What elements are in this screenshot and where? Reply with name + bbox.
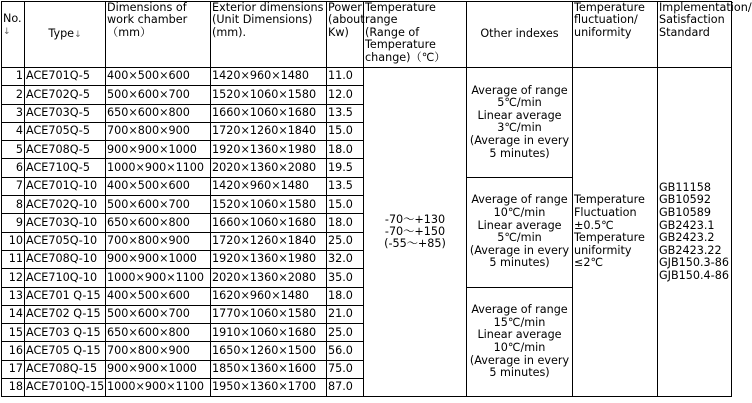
- row-dimensions: 650×600×800: [106, 214, 211, 232]
- row-type: ACE708Q-5: [25, 141, 106, 159]
- text-line: (Average in every: [469, 353, 570, 367]
- row-type: ACE701 Q-15: [25, 287, 106, 305]
- row-exterior: 2020×1360×2080: [211, 269, 327, 287]
- row-exterior: 1520×1060×1580: [211, 86, 327, 104]
- text-line: 10℃/min: [493, 340, 546, 354]
- text-line: (-55～+85): [384, 237, 446, 251]
- text-line: Linear average: [477, 108, 562, 122]
- row-power: 75.0: [327, 360, 364, 378]
- temperature-range-cell: [364, 68, 467, 397]
- row-exterior: 1950×1360×1700: [211, 379, 327, 397]
- row-type: ACE705Q-5: [25, 122, 106, 140]
- header-no: No. ↓: [2, 2, 25, 68]
- text-line: Temperature: [574, 231, 645, 245]
- header-standard: Implementation/ Satisfaction Standard: [658, 2, 732, 68]
- row-power: 32.0: [327, 250, 364, 268]
- text-line: Temperature: [574, 193, 645, 207]
- header-dimensions: Dimensions of work chamber （mm）: [106, 2, 211, 68]
- row-exterior: 1770×1060×1580: [211, 305, 327, 323]
- row-no: 14: [2, 305, 25, 323]
- text-line: Average of range: [471, 303, 568, 317]
- text-line: Linear average: [477, 218, 562, 232]
- row-exterior: 1650×1260×1500: [211, 342, 327, 360]
- other-indexes-cell: [467, 177, 573, 287]
- text-line: -70～+150: [384, 224, 446, 238]
- row-exterior: 1720×1260×1840: [211, 122, 327, 140]
- text-line: Average of range: [471, 193, 568, 207]
- table-row: [2, 68, 732, 86]
- row-dimensions: 900×900×1000: [106, 250, 211, 268]
- row-type: ACE701Q-5: [25, 68, 106, 86]
- row-power: 15.0: [327, 196, 364, 214]
- row-no: 8: [2, 196, 25, 214]
- row-exterior: 1660×1060×1680: [211, 104, 327, 122]
- row-power: 25.0: [327, 324, 364, 342]
- row-no: 4: [2, 122, 25, 140]
- row-dimensions: 400×500×600: [106, 68, 211, 86]
- row-no: 11: [2, 250, 25, 268]
- header-other: Other indexes: [467, 2, 573, 68]
- row-no: 15: [2, 324, 25, 342]
- row-power: 13.5: [327, 104, 364, 122]
- row-power: 19.5: [327, 159, 364, 177]
- row-dimensions: 700×800×900: [106, 122, 211, 140]
- row-type: ACE702 Q-15: [25, 305, 106, 323]
- row-dimensions: 650×600×800: [106, 324, 211, 342]
- row-type: ACE703Q-10: [25, 214, 106, 232]
- row-power: 11.0: [327, 68, 364, 86]
- row-no: 2: [2, 86, 25, 104]
- row-exterior: 1720×1260×1840: [211, 232, 327, 250]
- row-exterior: 1850×1360×1600: [211, 360, 327, 378]
- row-type: ACE705 Q-15: [25, 342, 106, 360]
- text-line: Fluctuation: [574, 205, 637, 219]
- row-dimensions: 900×900×1000: [106, 360, 211, 378]
- text-line: 10℃/min: [493, 205, 546, 219]
- row-type: ACE708Q-15: [25, 360, 106, 378]
- row-no: 5: [2, 141, 25, 159]
- spec-table: [1, 1, 752, 397]
- standard-cell: [658, 68, 732, 397]
- other-indexes-cell: [467, 68, 573, 178]
- row-dimensions: 1000×900×1100: [106, 159, 211, 177]
- text-line: (Average in every: [469, 243, 570, 257]
- row-dimensions: 700×800×900: [106, 232, 211, 250]
- row-power: 13.5: [327, 177, 364, 195]
- row-type: ACE703Q-5: [25, 104, 106, 122]
- row-type: ACE710Q-10: [25, 269, 106, 287]
- row-dimensions: 1000×900×1100: [106, 269, 211, 287]
- text-line: ≤2℃: [574, 256, 604, 270]
- header-temperature: Temperature range (Range of Temperature change)（℃）: [364, 2, 467, 68]
- text-line: 5 minutes): [489, 256, 550, 270]
- text-line: uniformity: [574, 243, 632, 257]
- row-exterior: 2020×1360×2080: [211, 159, 327, 177]
- row-power: 87.0: [327, 379, 364, 397]
- row-no: 1: [2, 68, 25, 86]
- row-exterior: 1520×1060×1580: [211, 196, 327, 214]
- text-line: 3℃/min: [497, 121, 542, 135]
- row-power: 18.0: [327, 214, 364, 232]
- row-power: 18.0: [327, 141, 364, 159]
- row-dimensions: 700×800×900: [106, 342, 211, 360]
- row-dimensions: 500×600×700: [106, 305, 211, 323]
- row-dimensions: 500×600×700: [106, 86, 211, 104]
- header-row: [2, 2, 732, 68]
- other-indexes-cell: [467, 287, 573, 397]
- row-type: ACE703 Q-15: [25, 324, 106, 342]
- row-dimensions: 400×500×600: [106, 177, 211, 195]
- header-exterior: Exterior dimensions (Unit Dimensions) (mm).: [211, 2, 327, 68]
- row-type: ACE7010Q-15: [25, 379, 106, 397]
- row-exterior: 1420×960×1480: [211, 68, 327, 86]
- row-no: 16: [2, 342, 25, 360]
- row-no: 6: [2, 159, 25, 177]
- row-no: 13: [2, 287, 25, 305]
- row-exterior: 1660×1060×1680: [211, 214, 327, 232]
- row-power: 21.0: [327, 305, 364, 323]
- row-type: ACE702Q-10: [25, 196, 106, 214]
- row-type: ACE701Q-10: [25, 177, 106, 195]
- text-line: Average of range: [471, 83, 568, 97]
- text-line: GB11158: [659, 180, 711, 194]
- text-line: GJB150.3-86: [659, 256, 729, 270]
- header-type: Type↓: [25, 2, 106, 68]
- row-dimensions: 650×600×800: [106, 104, 211, 122]
- text-line: GJB150.4-86: [659, 268, 729, 282]
- row-no: 3: [2, 104, 25, 122]
- row-power: 35.0: [327, 269, 364, 287]
- row-exterior: 1920×1360×1980: [211, 250, 327, 268]
- row-dimensions: 900×900×1000: [106, 141, 211, 159]
- row-no: 10: [2, 232, 25, 250]
- text-line: 5℃/min: [497, 96, 542, 110]
- row-power: 56.0: [327, 342, 364, 360]
- header-power: Power (about Kw): [327, 2, 364, 68]
- row-exterior: 1920×1360×1980: [211, 141, 327, 159]
- row-dimensions: 500×600×700: [106, 196, 211, 214]
- text-line: Linear average: [477, 328, 562, 342]
- text-line: 15℃/min: [493, 315, 546, 329]
- row-no: 18: [2, 379, 25, 397]
- text-line: GB10589: [659, 205, 711, 219]
- row-exterior: 1910×1060×1680: [211, 324, 327, 342]
- text-line: 5 minutes): [489, 146, 550, 160]
- row-no: 7: [2, 177, 25, 195]
- text-line: GB2423.2: [659, 231, 715, 245]
- row-type: ACE710Q-5: [25, 159, 106, 177]
- row-power: 15.0: [327, 122, 364, 140]
- text-line: (Average in every: [469, 133, 570, 147]
- text-line: GB2423.22: [659, 243, 722, 257]
- row-power: 25.0: [327, 232, 364, 250]
- row-power: 12.0: [327, 86, 364, 104]
- header-fluctuation: Temperature fluctuation/ uniformity: [573, 2, 658, 68]
- row-power: 18.0: [327, 287, 364, 305]
- row-no: 12: [2, 269, 25, 287]
- fluctuation-cell: [573, 68, 658, 397]
- text-line: GB10592: [659, 193, 711, 207]
- row-type: ACE708Q-10: [25, 250, 106, 268]
- row-no: 17: [2, 360, 25, 378]
- text-line: -70～+130: [384, 212, 446, 226]
- text-line: ±0.5℃: [574, 218, 614, 232]
- text-line: 5℃/min: [497, 231, 542, 245]
- row-type: ACE705Q-10: [25, 232, 106, 250]
- text-line: GB2423.1: [659, 218, 715, 232]
- row-no: 9: [2, 214, 25, 232]
- text-line: 5 minutes): [489, 366, 550, 380]
- row-exterior: 1620×960×1480: [211, 287, 327, 305]
- row-dimensions: 400×500×600: [106, 287, 211, 305]
- row-dimensions: 1000×900×1100: [106, 379, 211, 397]
- row-type: ACE702Q-5: [25, 86, 106, 104]
- row-exterior: 1420×960×1480: [211, 177, 327, 195]
